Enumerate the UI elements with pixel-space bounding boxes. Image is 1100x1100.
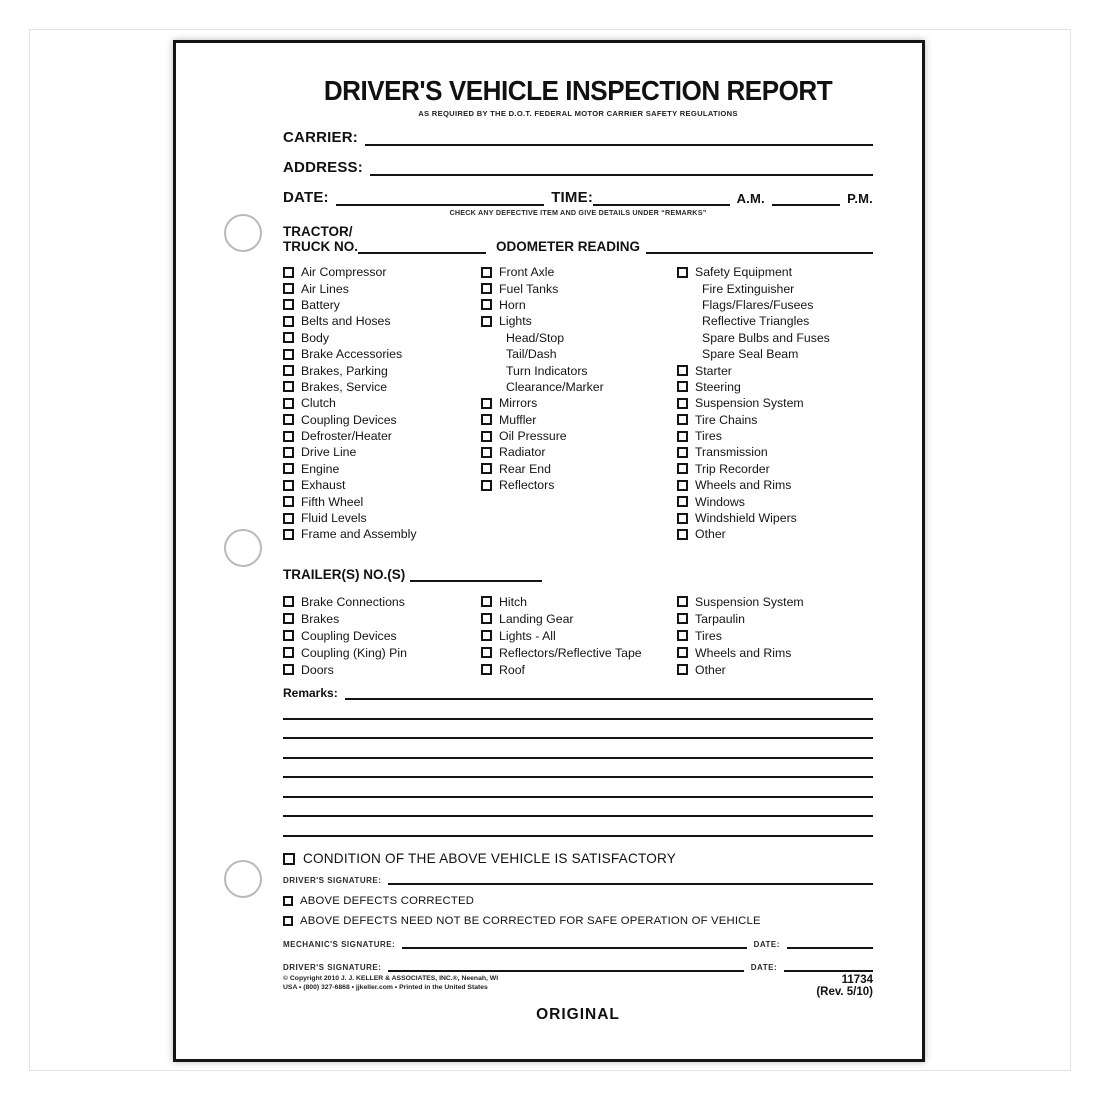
checklist-item	[481, 661, 677, 678]
checklist-item	[283, 610, 481, 627]
defects-need-not-label: ABOVE DEFECTS NEED NOT BE CORRECTED FOR SAFE OPERATION OF VEHICLE	[300, 915, 761, 927]
checklist-item-label: Brakes	[301, 611, 340, 626]
checklist-item-label: Fuel Tanks	[499, 281, 559, 296]
drivers-signature-label: DRIVER'S SIGNATURE:	[283, 876, 382, 885]
checklist-item-label: Clutch	[301, 396, 336, 411]
pm-time-input-line[interactable]	[772, 192, 840, 206]
checklist-item-label: Reflectors/Reflective Tape	[499, 645, 642, 660]
checklist-item	[677, 610, 873, 627]
checklist-item	[283, 493, 481, 509]
checkbox-icon[interactable]	[283, 316, 294, 327]
checklist-item	[283, 444, 481, 460]
form-number-block	[816, 974, 873, 998]
checklist-item	[677, 313, 873, 329]
checkbox-icon[interactable]	[677, 463, 688, 474]
page-subtitle: AS REQUIRED BY THE D.O.T. FEDERAL MOTOR CARRIER SAFETY REGULATIONS	[418, 109, 738, 118]
checklist-item-label: Tail/Dash	[506, 347, 557, 362]
trailer-heading: TRAILER(S) NO.(S)	[283, 567, 406, 582]
tractor-heading-line2: TRUCK NO.	[283, 239, 358, 254]
checklist-item	[481, 593, 677, 610]
odometer-label: ODOMETER READING	[496, 239, 641, 254]
inspection-report-page	[173, 40, 925, 1062]
checkbox-icon[interactable]	[283, 596, 294, 607]
checklist-item	[481, 412, 677, 428]
checklist-item-label: Suspension System	[695, 396, 804, 411]
checklist-item-label: Brake Connections	[301, 594, 405, 609]
checklist-item-label: Lights	[499, 314, 532, 329]
checklist-item-label: Coupling (King) Pin	[301, 645, 407, 660]
page-title: DRIVER'S VEHICLE INSPECTION REPORT	[323, 75, 833, 106]
checkbox-icon[interactable]	[481, 316, 492, 327]
checkbox-icon[interactable]	[283, 398, 294, 409]
checklist-item-label: Tires	[695, 429, 722, 444]
checklist-item	[283, 280, 481, 296]
time-label: TIME:	[551, 189, 594, 206]
address-label: ADDRESS:	[283, 159, 363, 176]
checklist-item-label: Exhaust	[301, 478, 346, 493]
checklist-item	[677, 461, 873, 477]
checklist-item-label: Hitch	[499, 594, 528, 609]
checkbox-icon[interactable]	[283, 529, 294, 540]
form-number: 11734	[841, 974, 873, 986]
checklist-item	[677, 510, 873, 526]
checklist-item	[283, 395, 481, 411]
pm-label: P.M.	[847, 191, 873, 206]
checklist-item-label: Reflectors	[499, 478, 555, 493]
checklist-item-label: Brake Accessories	[301, 347, 403, 362]
remarks-ruled-line[interactable]	[283, 798, 873, 818]
trailer-no-input-line[interactable]	[410, 568, 542, 582]
checkbox-icon[interactable]	[481, 463, 492, 474]
mechanic-date-line[interactable]	[787, 939, 873, 949]
checklist-item	[677, 395, 873, 411]
checklist-item	[677, 346, 873, 362]
mechanics-signature-label: MECHANIC'S SIGNATURE:	[283, 940, 396, 949]
checklist-item	[481, 461, 677, 477]
checklist-item-label: Muffler	[499, 412, 537, 427]
checklist-item	[481, 444, 677, 460]
checklist-item-label: Suspension System	[695, 594, 804, 609]
checkbox-icon[interactable]	[481, 596, 492, 607]
checklist-item-label: Fluid Levels	[301, 511, 367, 526]
checklist-item-label: Horn	[499, 297, 526, 312]
checklist-item-label: Rear End	[499, 461, 551, 476]
driver-date-line[interactable]	[784, 962, 873, 972]
checklist-item	[481, 379, 677, 395]
checklist-item	[283, 593, 481, 610]
checkbox-icon[interactable]	[283, 431, 294, 442]
checkbox-icon[interactable]	[677, 381, 688, 392]
checklist-item-label: Windows	[695, 494, 745, 509]
checkbox-icon[interactable]	[283, 630, 294, 641]
checklist-item	[677, 280, 873, 296]
checklist-item-label: Turn Indicators	[506, 363, 588, 378]
carrier-input-line[interactable]	[365, 132, 873, 146]
drivers-signature2-line[interactable]	[388, 962, 743, 972]
checkbox-icon[interactable]	[283, 332, 294, 343]
checklist-item	[283, 644, 481, 661]
trailer-checklist-column-3	[677, 593, 873, 678]
checklist-item	[677, 477, 873, 493]
checklist-item	[283, 362, 481, 378]
checkbox-icon[interactable]	[283, 647, 294, 658]
checklist-item-label: Coupling Devices	[301, 412, 397, 427]
checkbox-icon[interactable]	[283, 283, 294, 294]
checklist-item-label: Air Lines	[301, 281, 349, 296]
checklist-item-label: Landing Gear	[499, 611, 574, 626]
checklist-item-label: Windshield Wipers	[695, 511, 797, 526]
checklist-item	[677, 264, 873, 280]
carrier-label: CARRIER:	[283, 129, 358, 146]
drivers-signature2-label: DRIVER'S SIGNATURE:	[283, 963, 382, 972]
checkbox-icon[interactable]	[677, 513, 688, 524]
checklist-item	[677, 444, 873, 460]
defects-corrected-checkbox[interactable]	[283, 896, 293, 906]
checklist-item	[677, 627, 873, 644]
checklist-item	[283, 510, 481, 526]
checklist-item	[481, 428, 677, 444]
checkbox-icon[interactable]	[481, 630, 492, 641]
checklist-item-label: Belts and Hoses	[301, 314, 391, 329]
checkbox-icon[interactable]	[677, 647, 688, 658]
checklist-item	[677, 526, 873, 542]
defects-need-not-checkbox[interactable]	[283, 916, 293, 926]
checklist-item	[677, 493, 873, 509]
checklist-item	[677, 593, 873, 610]
checklist-item-label: Reflective Triangles	[702, 314, 810, 329]
checklist-item-label: Radiator	[499, 445, 546, 460]
checklist-item-label: Fire Extinguisher	[702, 281, 795, 296]
checklist-item-label: Tire Chains	[695, 412, 758, 427]
checklist-item-label: Trip Recorder	[695, 461, 770, 476]
condition-satisfactory-label: CONDITION OF THE ABOVE VEHICLE IS SATISFACTORY	[303, 851, 677, 866]
checkbox-icon[interactable]	[283, 299, 294, 310]
checklist-item-label: Doors	[301, 662, 334, 677]
checklist-item	[283, 428, 481, 444]
checklist-item-label: Clearance/Marker	[506, 379, 604, 394]
mechanics-signature-line[interactable]	[402, 939, 746, 949]
checklist-item	[481, 610, 677, 627]
checklist-item-label: Mirrors	[499, 396, 538, 411]
checklist-item-label: Engine	[301, 461, 340, 476]
tractor-checklist-column-1	[283, 264, 481, 543]
defects-corrected-label: ABOVE DEFECTS CORRECTED	[300, 895, 475, 907]
checklist-item	[283, 661, 481, 678]
checkbox-icon[interactable]	[283, 664, 294, 675]
checklist-item-label: Defroster/Heater	[301, 429, 392, 444]
checkbox-icon[interactable]	[283, 365, 294, 376]
checkbox-icon[interactable]	[481, 267, 492, 278]
checklist-item-label: Wheels and Rims	[695, 645, 792, 660]
condition-satisfactory-checkbox[interactable]	[283, 853, 295, 865]
checklist-item	[481, 313, 677, 329]
remarks-ruled-line[interactable]	[283, 739, 873, 759]
checkbox-icon[interactable]	[677, 496, 688, 507]
checkbox-icon[interactable]	[481, 431, 492, 442]
checklist-item	[677, 379, 873, 395]
remarks-ruled-line[interactable]	[283, 759, 873, 779]
checkbox-icon[interactable]	[481, 414, 492, 425]
copyright-block	[283, 974, 498, 992]
copyright-line-1: © Copyright 2010 J. J. KELLER & ASSOCIATES, INC.®, Neenah, WI	[283, 975, 499, 982]
checkbox-icon[interactable]	[677, 630, 688, 641]
checklist-item-label: Other	[695, 662, 726, 677]
checklist-item	[677, 428, 873, 444]
checkbox-icon[interactable]	[481, 299, 492, 310]
checklist-item	[677, 297, 873, 313]
odometer-input-line[interactable]	[646, 240, 873, 254]
checklist-item-label: Tarpaulin	[695, 611, 745, 626]
checklist-item-label: Head/Stop	[506, 330, 565, 345]
copyright-line-2: USA • (800) 327-6868 • jjkeller.com • Printed in the United States	[283, 984, 488, 991]
checklist-item-label: Flags/Flares/Fusees	[702, 297, 814, 312]
checkbox-icon[interactable]	[677, 596, 688, 607]
checklist-item	[677, 644, 873, 661]
checklist-item	[481, 264, 677, 280]
check-defective-note: CHECK ANY DEFECTIVE ITEM AND GIVE DETAILS UNDER “REMARKS”	[449, 208, 707, 217]
checklist-item	[283, 346, 481, 362]
checklist-item	[481, 362, 677, 378]
remarks-ruled-line[interactable]	[283, 700, 873, 720]
remarks-blank-lines[interactable]	[283, 700, 873, 837]
checkbox-icon[interactable]	[677, 480, 688, 491]
checklist-item	[283, 297, 481, 313]
checkbox-icon[interactable]	[481, 283, 492, 294]
checklist-item	[677, 330, 873, 346]
checklist-item	[481, 297, 677, 313]
checkbox-icon[interactable]	[677, 267, 688, 278]
checkbox-icon[interactable]	[283, 496, 294, 507]
checkbox-icon[interactable]	[677, 613, 688, 624]
checkbox-icon[interactable]	[677, 414, 688, 425]
checklist-item-label: Starter	[695, 363, 732, 378]
hole-punch	[224, 529, 262, 567]
checklist-item-label: Brakes, Service	[301, 379, 388, 394]
checkbox-icon[interactable]	[677, 447, 688, 458]
checklist-item-label: Body	[301, 330, 330, 345]
checklist-item	[283, 461, 481, 477]
remarks-ruled-line[interactable]	[283, 817, 873, 837]
checklist-item	[283, 330, 481, 346]
remarks-ruled-line[interactable]	[283, 778, 873, 798]
form-revision: (Rev. 5/10)	[816, 986, 873, 998]
address-input-line[interactable]	[370, 162, 873, 176]
checkbox-icon[interactable]	[481, 480, 492, 491]
checklist-item	[677, 412, 873, 428]
checklist-item	[677, 362, 873, 378]
checkbox-icon[interactable]	[283, 267, 294, 278]
remarks-label: Remarks:	[283, 686, 338, 700]
date-label: DATE:	[283, 189, 329, 206]
checklist-item	[481, 280, 677, 296]
checklist-item-label: Battery	[301, 297, 340, 312]
checklist-item	[283, 412, 481, 428]
checklist-item-label: Front Axle	[499, 265, 555, 280]
checklist-item-label: Coupling Devices	[301, 628, 397, 643]
checkbox-icon[interactable]	[481, 398, 492, 409]
checklist-item-label: Wheels and Rims	[695, 478, 792, 493]
hole-punch	[224, 860, 262, 898]
checkbox-icon[interactable]	[283, 613, 294, 624]
checklist-item-label: Spare Bulbs and Fuses	[702, 330, 830, 345]
checkbox-icon[interactable]	[481, 664, 492, 675]
checklist-item	[283, 264, 481, 280]
checkbox-icon[interactable]	[481, 647, 492, 658]
checklist-item-label: Lights - All	[499, 628, 556, 643]
checkbox-icon[interactable]	[677, 431, 688, 442]
checkbox-icon[interactable]	[283, 381, 294, 392]
checklist-item	[481, 330, 677, 346]
tractor-heading-line1: TRACTOR/	[283, 224, 353, 239]
checkbox-icon[interactable]	[283, 513, 294, 524]
tractor-checklist-column-3	[677, 264, 873, 543]
drivers-signature-line[interactable]	[388, 875, 873, 885]
checklist-item-label: Brakes, Parking	[301, 363, 388, 378]
checklist-item	[283, 313, 481, 329]
checklist-item	[283, 526, 481, 542]
checklist-item	[677, 661, 873, 678]
checkbox-icon[interactable]	[481, 447, 492, 458]
checkbox-icon[interactable]	[677, 398, 688, 409]
checklist-item	[283, 627, 481, 644]
checklist-item-label: Air Compressor	[301, 265, 387, 280]
mechanic-date-label: DATE:	[753, 940, 780, 949]
checkbox-icon[interactable]	[481, 613, 492, 624]
checklist-item-label: Transmission	[695, 445, 768, 460]
tractor-checklist-column-2	[481, 264, 677, 543]
remarks-input-line[interactable]	[345, 688, 873, 700]
date-input-line[interactable]	[336, 192, 544, 206]
checklist-item	[481, 477, 677, 493]
checkbox-icon[interactable]	[677, 664, 688, 675]
checklist-item	[481, 644, 677, 661]
checklist-item-label: Tires	[695, 628, 722, 643]
checklist-item-label: Fifth Wheel	[301, 494, 364, 509]
am-label: A.M.	[736, 191, 765, 206]
checklist-item	[481, 627, 677, 644]
checklist-item-label: Drive Line	[301, 445, 357, 460]
checklist-item-label: Spare Seal Beam	[702, 347, 799, 362]
checklist-item	[283, 477, 481, 493]
checklist-item-label: Roof	[499, 662, 525, 677]
checklist-item	[481, 346, 677, 362]
driver-date-label: DATE:	[750, 963, 778, 972]
checklist-item	[481, 395, 677, 411]
checkbox-icon[interactable]	[283, 414, 294, 425]
checkbox-icon[interactable]	[677, 529, 688, 540]
checklist-item-label: Steering	[695, 379, 741, 394]
checklist-item-label: Safety Equipment	[695, 265, 793, 280]
checklist-item-label: Other	[695, 527, 726, 542]
truck-no-input-line[interactable]	[358, 240, 486, 254]
hole-punch	[224, 214, 262, 252]
checkbox-icon[interactable]	[283, 349, 294, 360]
remarks-ruled-line[interactable]	[283, 720, 873, 740]
checkbox-icon[interactable]	[283, 447, 294, 458]
trailer-checklist-column-2	[481, 593, 677, 678]
checklist-item	[283, 379, 481, 395]
checklist-item-label: Frame and Assembly	[301, 527, 417, 542]
checklist-item-label: Oil Pressure	[499, 429, 567, 444]
trailer-checklist-column-1	[283, 593, 481, 678]
copy-type-label: ORIGINAL	[536, 1006, 620, 1023]
checkbox-icon[interactable]	[283, 463, 294, 474]
time-input-line[interactable]	[593, 192, 730, 206]
checkbox-icon[interactable]	[677, 365, 688, 376]
checkbox-icon[interactable]	[283, 480, 294, 491]
